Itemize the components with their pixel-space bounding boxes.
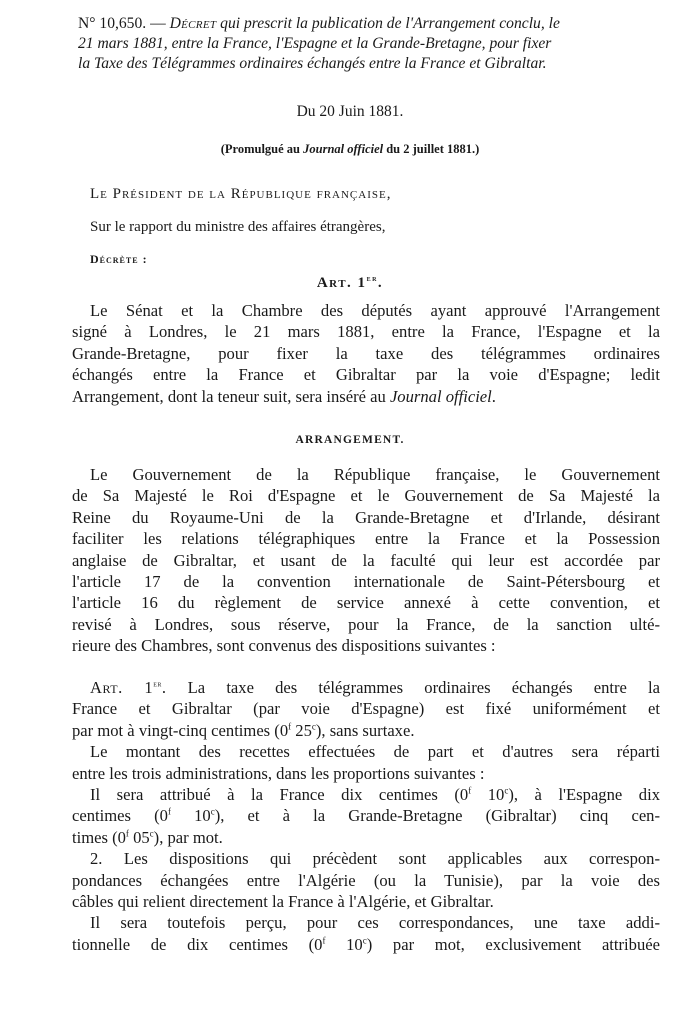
preamble-line: Reine du Royaume-Uni de la Grande-Bretagne et d'Irlande, désirant bbox=[72, 507, 660, 527]
article-1-line: Le Sénat et la Chambre des députés ayant approuvé l'Arrangement bbox=[90, 301, 660, 320]
header-title-line-1: qui prescrit la publication de l'Arrangement conclu, le bbox=[220, 15, 560, 32]
preamble-line: l'article 17 de la convention internationale de Saint-Pétersbourg et bbox=[72, 572, 660, 592]
article-1-line5-before: Arrangement, dont la teneur suit, sera inséré au bbox=[72, 386, 390, 406]
arrangement-line: Il sera toutefois perçu, pour ces correspondances, une taxe addi- bbox=[90, 913, 660, 933]
article-1-text bbox=[72, 677, 660, 698]
decree-date: Du 20 Juin 1881. bbox=[296, 103, 404, 120]
preamble-paragraph bbox=[72, 464, 660, 657]
preamble-line: anglaise de Gibraltar, et usant de la faculté qui leur est accordée par bbox=[72, 550, 660, 570]
promulgation-after: du 2 juillet 1881.) bbox=[383, 142, 480, 156]
arrangement-line: câbles qui relient directement la France à l'Algérie, et Gibraltar. bbox=[72, 892, 494, 912]
preamble-line: de Sa Majesté le Roi d'Espagne et le Gouvernement de Sa Majesté la bbox=[72, 486, 660, 506]
arrangement-article-1-label: Art. 1er. bbox=[90, 678, 167, 697]
arrangement-line: tionnelle de dix centimes (0$^f$ 10$^c$) par mot, exclusivement attribuée bbox=[72, 934, 660, 954]
president-heading: Le Président de la République française, bbox=[90, 186, 392, 202]
arrangement-line: France et Gibraltar (par voie d'Espagne) est fixé uniformément et bbox=[72, 699, 660, 719]
preamble-line: rieure des Chambres, sont convenus des dispositions suivantes : bbox=[72, 636, 496, 656]
decree-word: Décret bbox=[169, 15, 217, 32]
preamble-line: revisé à Londres, sous réserve, pour la France, de la sanction ulté- bbox=[72, 614, 660, 634]
arrangement-line: pondances échangées entre l'Algérie (ou la Tunisie), par la voie des bbox=[72, 870, 660, 890]
decrete-label: Décrète : bbox=[90, 252, 148, 266]
arrangement-line: Le montant des recettes effectuées de part et d'autres sera réparti bbox=[90, 742, 660, 762]
arrangement-heading: ARRANGEMENT. bbox=[295, 434, 405, 446]
header-title-line-2: 21 mars 1881, entre la France, l'Espagne et la Grande-Bretagne, pour fixer bbox=[78, 35, 552, 52]
article-1-line: échangés entre la France et Gibraltar par la voie d'Espagne; ledit bbox=[72, 365, 660, 385]
arrangement-line: centimes (0$^f$ 10$^c$), et à la Grande-Bretagne (Gibraltar) cinq cen- bbox=[72, 806, 661, 826]
article-1-line5-after: . bbox=[491, 386, 496, 406]
promulgation-before: (Promulgué au bbox=[220, 142, 304, 156]
article-1-line: signé à Londres, le 21 mars 1881, entre la France, l'Espagne et la bbox=[72, 322, 660, 342]
promulgation-note bbox=[0, 140, 700, 158]
arrangement-line: Il sera attribué à la France dix centimes (0$^f$ 10$^c$), à l'Espagne dix bbox=[90, 785, 660, 805]
article-1-line: Grande-Bretagne, pour fixer la taxe des télégrammes ordinaires bbox=[72, 343, 660, 363]
preamble-line: Le Gouvernement de la République française, le Gouvernement bbox=[90, 465, 660, 484]
article-1-journal: Journal officiel bbox=[389, 386, 492, 406]
header-line-1 bbox=[78, 14, 668, 34]
arrangement-line: times (0$^f$ 05$^c$), par mot. bbox=[72, 827, 223, 847]
article-1-heading: Art. 1er. bbox=[316, 273, 384, 291]
preamble-line: l'article 16 du règlement de service annexé à cette convention, et bbox=[72, 593, 660, 613]
decree-number: N° 10,650. — bbox=[78, 15, 166, 32]
rapport-line: Sur le rapport du ministre des affaires étrangères, bbox=[90, 219, 386, 235]
arrangement-article-1-line1: La taxe des télégrammes ordinaires échangés entre la bbox=[187, 678, 660, 697]
arrangement-line: par mot à vingt-cinq centimes (0$^f$ 25$^c$), sans surtaxe. bbox=[72, 720, 415, 740]
article-1-line bbox=[72, 386, 660, 407]
arrangement-line: 2. Les dispositions qui précèdent sont applicables aux correspon- bbox=[90, 849, 660, 869]
preamble-line: faciliter les relations télégraphiques entre la France et la Possession bbox=[72, 529, 660, 549]
arrangement-articles bbox=[72, 677, 660, 955]
arrangement-line: entre les trois administrations, dans les proportions suivantes : bbox=[72, 763, 485, 783]
decree-header bbox=[78, 14, 668, 74]
promulgation-journal: Journal officiel bbox=[303, 142, 384, 156]
article-1-paragraph bbox=[72, 300, 660, 407]
header-title-line-3: la Taxe des Télégrammes ordinaires échangés entre la France et Gibraltar. bbox=[78, 55, 547, 72]
